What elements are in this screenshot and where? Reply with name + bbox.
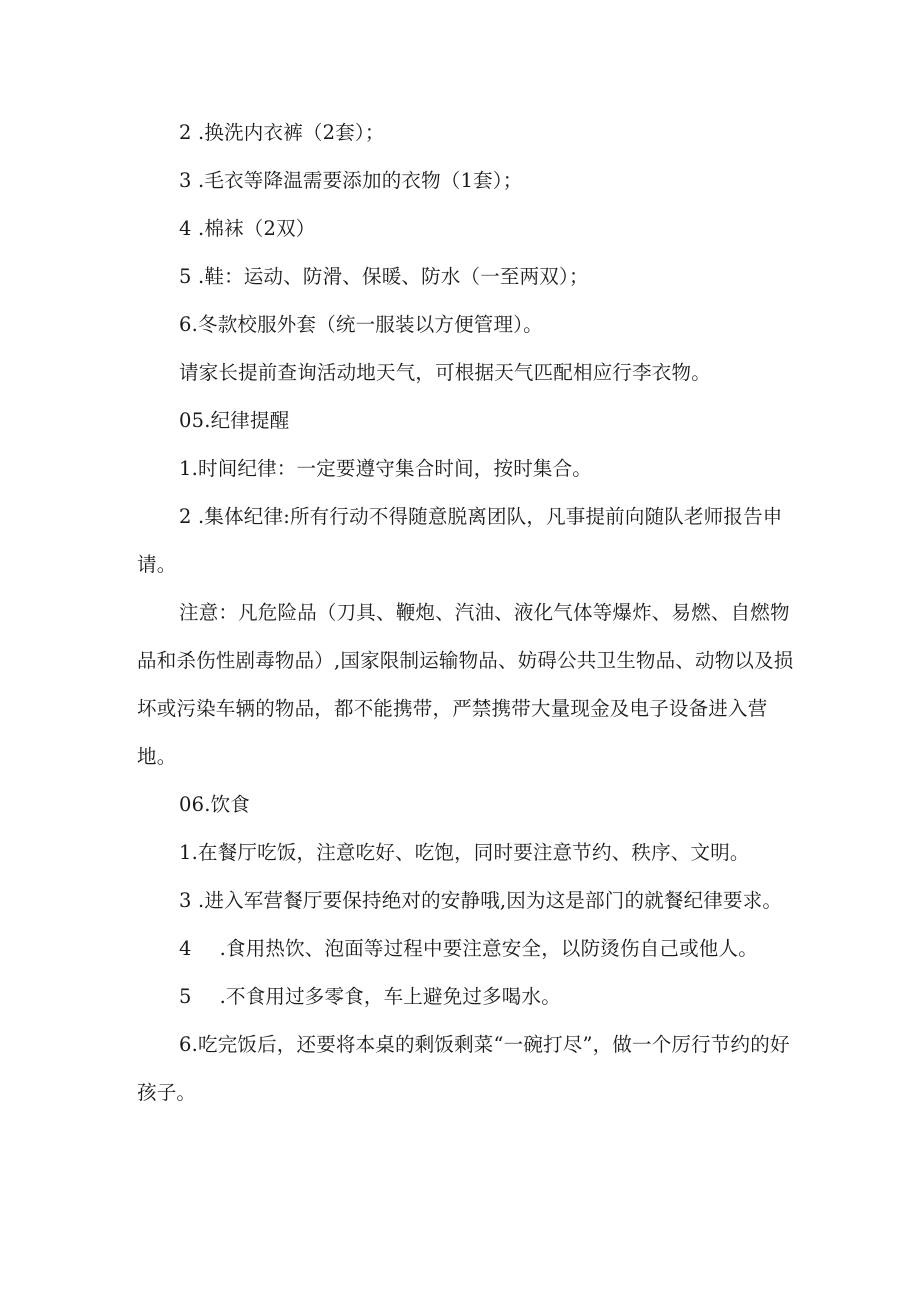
- diet-item-hot-drinks: [137, 925, 797, 973]
- diet-item-number: 5: [179, 985, 192, 1008]
- discipline-item-group: 2 .集体纪律:所有行动不得随意脱离团队，凡事提前向随队老师报告申请。: [137, 505, 783, 576]
- diet-item-text: .食用热饮、泡面等过程中要注意安全，以防烫伤自己或他人。: [219, 937, 758, 960]
- diet-item-quiet: 3 .进入军营餐厅要保持绝对的安静哦,因为这是部门的就餐纪律要求。: [179, 889, 783, 912]
- diet-item-snacks: [137, 973, 797, 1021]
- section-heading-diet: 06.饮食: [179, 793, 251, 816]
- diet-item-number: 4: [179, 937, 192, 960]
- list-item-sweater: 3 .毛衣等降温需要添加的衣物（1套）；: [179, 169, 523, 192]
- section-heading-discipline: 05.纪律提醒: [179, 409, 290, 432]
- weather-note: 请家长提前查询活动地天气，可根据天气匹配相应行李衣物。: [179, 361, 711, 384]
- diet-item-clean-plate: 6.吃完饭后，还要将本桌的剩饭剩菜“一碗打尽”，做一个厉行节约的好孩子。: [137, 1033, 790, 1104]
- document-body: [137, 109, 797, 1117]
- list-item-shoes: 5 .鞋：运动、防滑、保暖、防水（一至两双）；: [179, 265, 589, 288]
- list-item-underwear: 2 .换洗内衣裤（2套）；: [179, 121, 385, 144]
- diet-item-canteen: 1.在餐厅吃饭，注意吃好、吃饱，同时要注意节约、秩序、文明。: [179, 841, 750, 864]
- diet-item-text: .不食用过多零食，车上避免过多喝水。: [219, 985, 561, 1008]
- discipline-item-time: 1.时间纪律：一定要遵守集合时间，按时集合。: [179, 457, 593, 480]
- dangerous-goods-note: 注意：凡危险品（刀具、鞭炮、汽油、液化气体等爆炸、易燃、自燃物品和杀伤性剧毒物品）,国家限制运输物品、妨碍公共卫生物品、动物以及损坏或污染车辆的物品，都不能携带，严禁携带大量现金及电子设备进入营地。: [137, 601, 794, 768]
- list-item-uniform: 6.冬款校服外套（统一服装以方便管理）。: [179, 313, 543, 336]
- list-item-socks: 4 .棉袜（2双）: [179, 217, 316, 240]
